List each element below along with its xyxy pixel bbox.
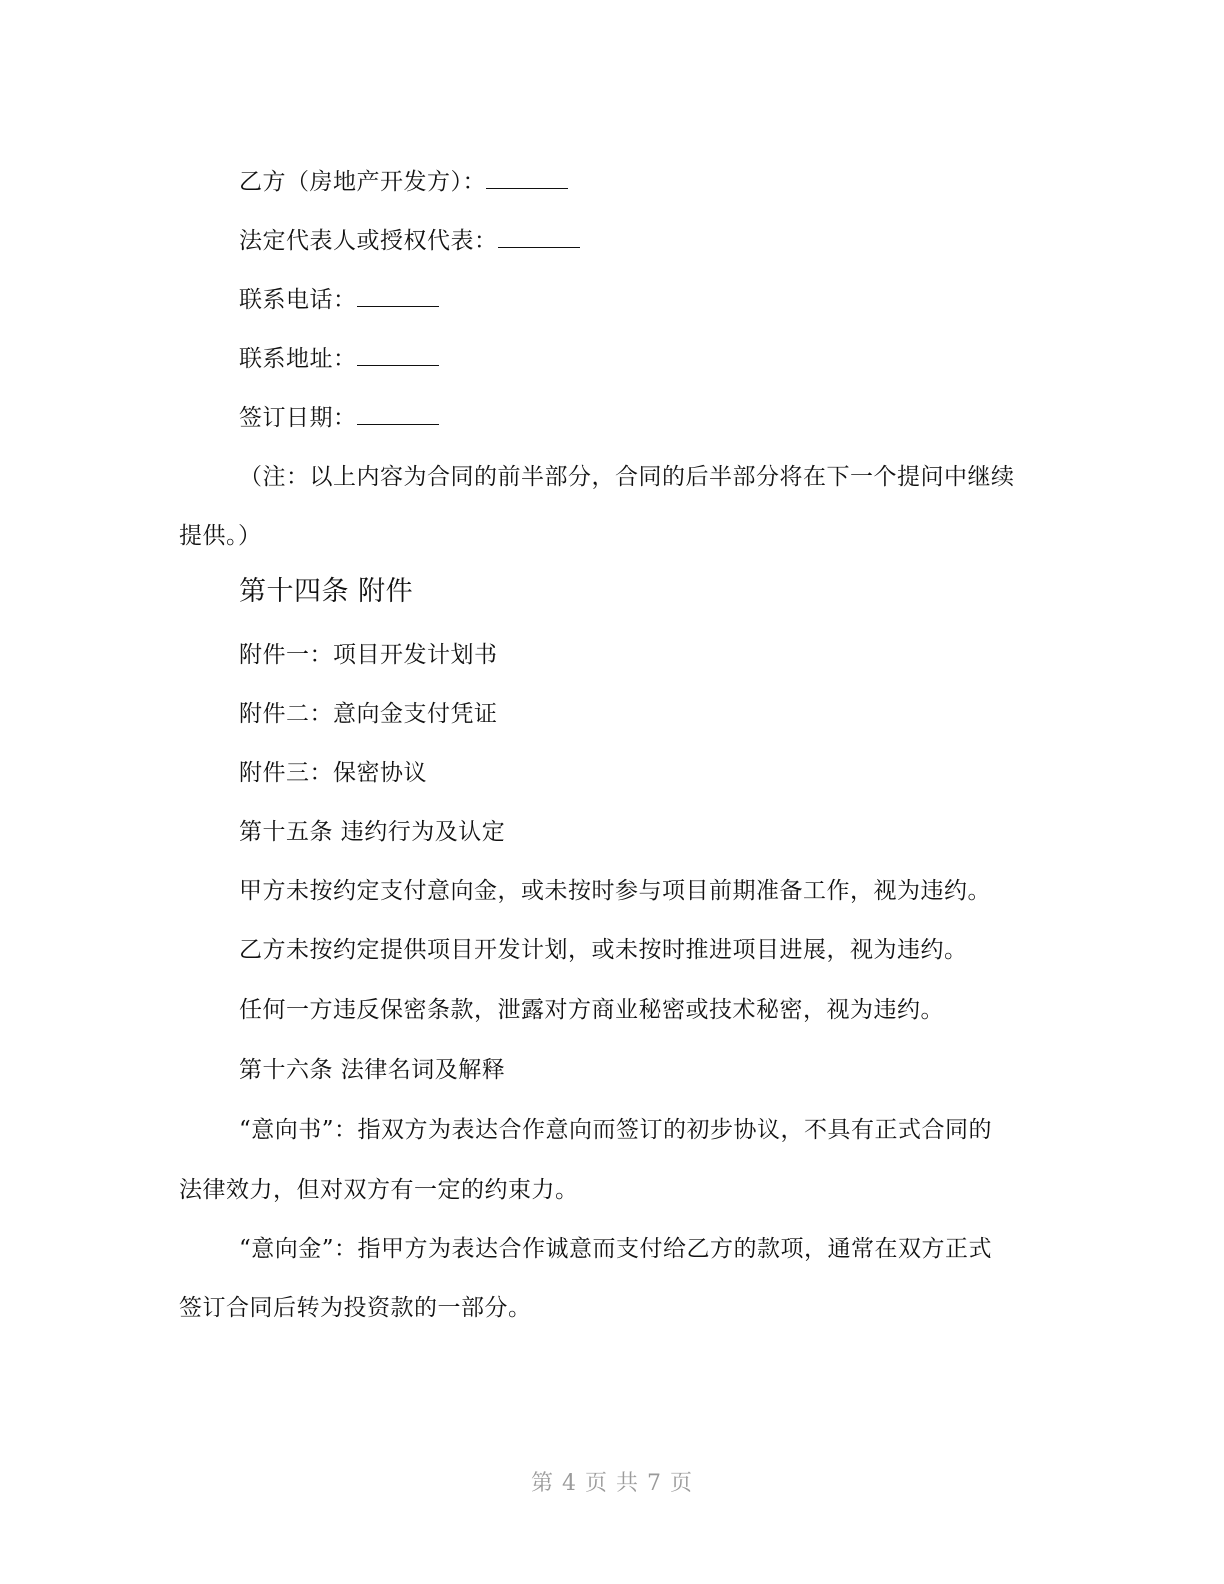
breach-item-3: 任何一方违反保密条款，泄露对方商业秘密或技术秘密，视为违约。: [239, 997, 944, 1023]
representative-blank[interactable]: [498, 225, 580, 248]
phone-line: [239, 284, 439, 315]
representative-line: [239, 225, 580, 256]
annex-item-3: 附件三：保密协议: [239, 760, 427, 786]
page-number-footer: 第 4 页 共 7 页: [531, 1471, 693, 1496]
sign-date-line: [239, 402, 439, 433]
note-line-1: （注：以上内容为合同的前半部分，合同的后半部分将在下一个提问中继续: [239, 464, 1015, 490]
phone-label: 联系电话：: [239, 287, 357, 313]
article-14-title: 第十四条 附件: [239, 576, 414, 607]
definition-2-line-2: 签订合同后转为投资款的一部分。: [179, 1295, 532, 1321]
definition-1-line-2: 法律效力，但对双方有一定的约束力。: [179, 1177, 579, 1203]
party-b-blank[interactable]: [486, 166, 568, 189]
article-15-title: 第十五条 违约行为及认定: [239, 819, 506, 845]
breach-item-1: 甲方未按约定支付意向金，或未按时参与项目前期准备工作，视为违约。: [239, 878, 991, 904]
address-label: 联系地址：: [239, 346, 357, 372]
party-b-label: 乙方（房地产开发方）：: [239, 169, 486, 195]
sign-date-blank[interactable]: [357, 402, 439, 425]
party-b-line: [239, 166, 568, 197]
article-16-title: 第十六条 法律名词及解释: [239, 1057, 506, 1083]
definition-1-line-1: “意向书”：指双方为表达合作意向而签订的初步协议，不具有正式合同的: [239, 1117, 993, 1143]
definition-2-line-1: “意向金”：指甲方为表达合作诚意而支付给乙方的款项，通常在双方正式: [239, 1236, 993, 1262]
address-line: [239, 343, 439, 374]
note-line-2: 提供。）: [179, 523, 262, 549]
representative-label: 法定代表人或授权代表：: [239, 228, 498, 254]
breach-item-2: 乙方未按约定提供项目开发计划，或未按时推进项目进展，视为违约。: [239, 937, 968, 963]
annex-item-2: 附件二：意向金支付凭证: [239, 701, 498, 727]
annex-item-1: 附件一：项目开发计划书: [239, 642, 498, 668]
sign-date-label: 签订日期：: [239, 405, 357, 431]
phone-blank[interactable]: [357, 284, 439, 307]
address-blank[interactable]: [357, 343, 439, 366]
